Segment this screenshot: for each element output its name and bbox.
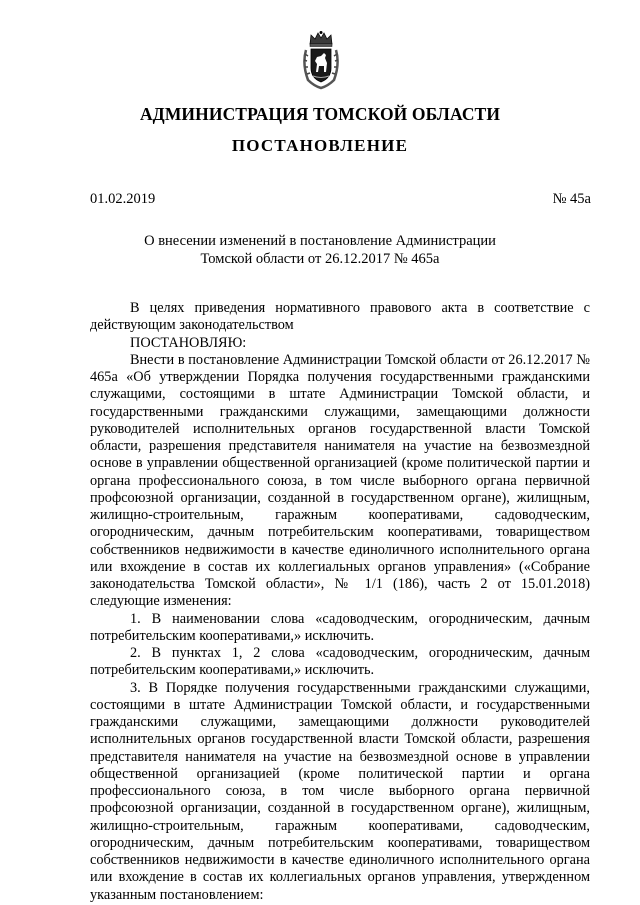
document-number: № 45а <box>552 191 591 207</box>
amendment-item-3: 3. В Порядке получения государственными гражданскими служащими, состоящими в штате Администрации Томской области, и государственными гражданскими служащими, замещающими должности руководителей исполнительных органов государственной власти Томской области, разрешения представителя нанимателя на участие на безвозмездной основе в управлении общественной организацией (кроме политической партии и органа профессионального союза, в том числе выборного органа первичной профсоюзной организации, созданной в государственном органе), жилищным, жилищно-строительным, гаражным кооперативами, садоводческим, огородническим, дачным потребительским кооперативами, товариществом собственников недвижимости в качестве единоличного исполнительного органа или вхождение в состав их коллегиальных органов управления, утвержденном указанным постановлением: <box>90 679 590 903</box>
amendment-item-2: 2. В пунктах 1, 2 слова «садоводческим, огородническим, дачным потребительским кооперативами,» исключить. <box>90 645 590 679</box>
resolve-heading: ПОСТАНОВЛЯЮ: <box>130 334 247 351</box>
tomsk-oblast-coat-of-arms-icon <box>302 30 340 90</box>
coat-of-arms-graphic <box>302 30 340 90</box>
preamble-paragraph: В целях приведения нормативного правового акта в соответствие с действующим законодательством <box>90 300 590 334</box>
subject-line-2: Томской области от 26.12.2017 № 465а <box>200 250 440 267</box>
document-body <box>90 300 590 904</box>
document-type: ПОСТАНОВЛЕНИЕ <box>231 136 409 155</box>
document-date: 01.02.2019 <box>90 191 156 207</box>
amendment-intro-paragraph: Внести в постановление Администрации Томской области от 26.12.2017 № 465а «Об утверждении Порядка получения государственными гражданскими служащими, состоящими в штате Администрации Томской области, и государственными гражданскими служащими, замещающими должности руководителей исполнительных органов государственной власти Томской области, разрешения представителя нанимателя на участие на безвозмездной основе в управлении общественной организацией (кроме политической партии и органа профессионального союза, в том числе выборного органа первичной профсоюзной организации, созданной в государственном органе), жилищным, жилищно-строительным, гаражным кооперативами, садоводческим, огородническим, дачным потребительским кооперативами, товариществом собственников недвижимости в качестве единоличного исполнительного органа или вхождение в состав их коллегиальных органов управления» («Собрание законодательства Томской области», № 1/1 (186), часть 2 от 15.01.2018) следующие изменения: <box>90 351 590 610</box>
organization-name: АДМИНИСТРАЦИЯ ТОМСКОЙ ОБЛАСТИ <box>139 104 501 124</box>
document-subject <box>0 233 640 268</box>
amendment-item-1: 1. В наименовании слова «садоводческим, огородническим, дачным потребительским кооперативами,» исключить. <box>90 610 590 644</box>
subject-line-1: О внесении изменений в постановление Администрации <box>144 233 496 249</box>
